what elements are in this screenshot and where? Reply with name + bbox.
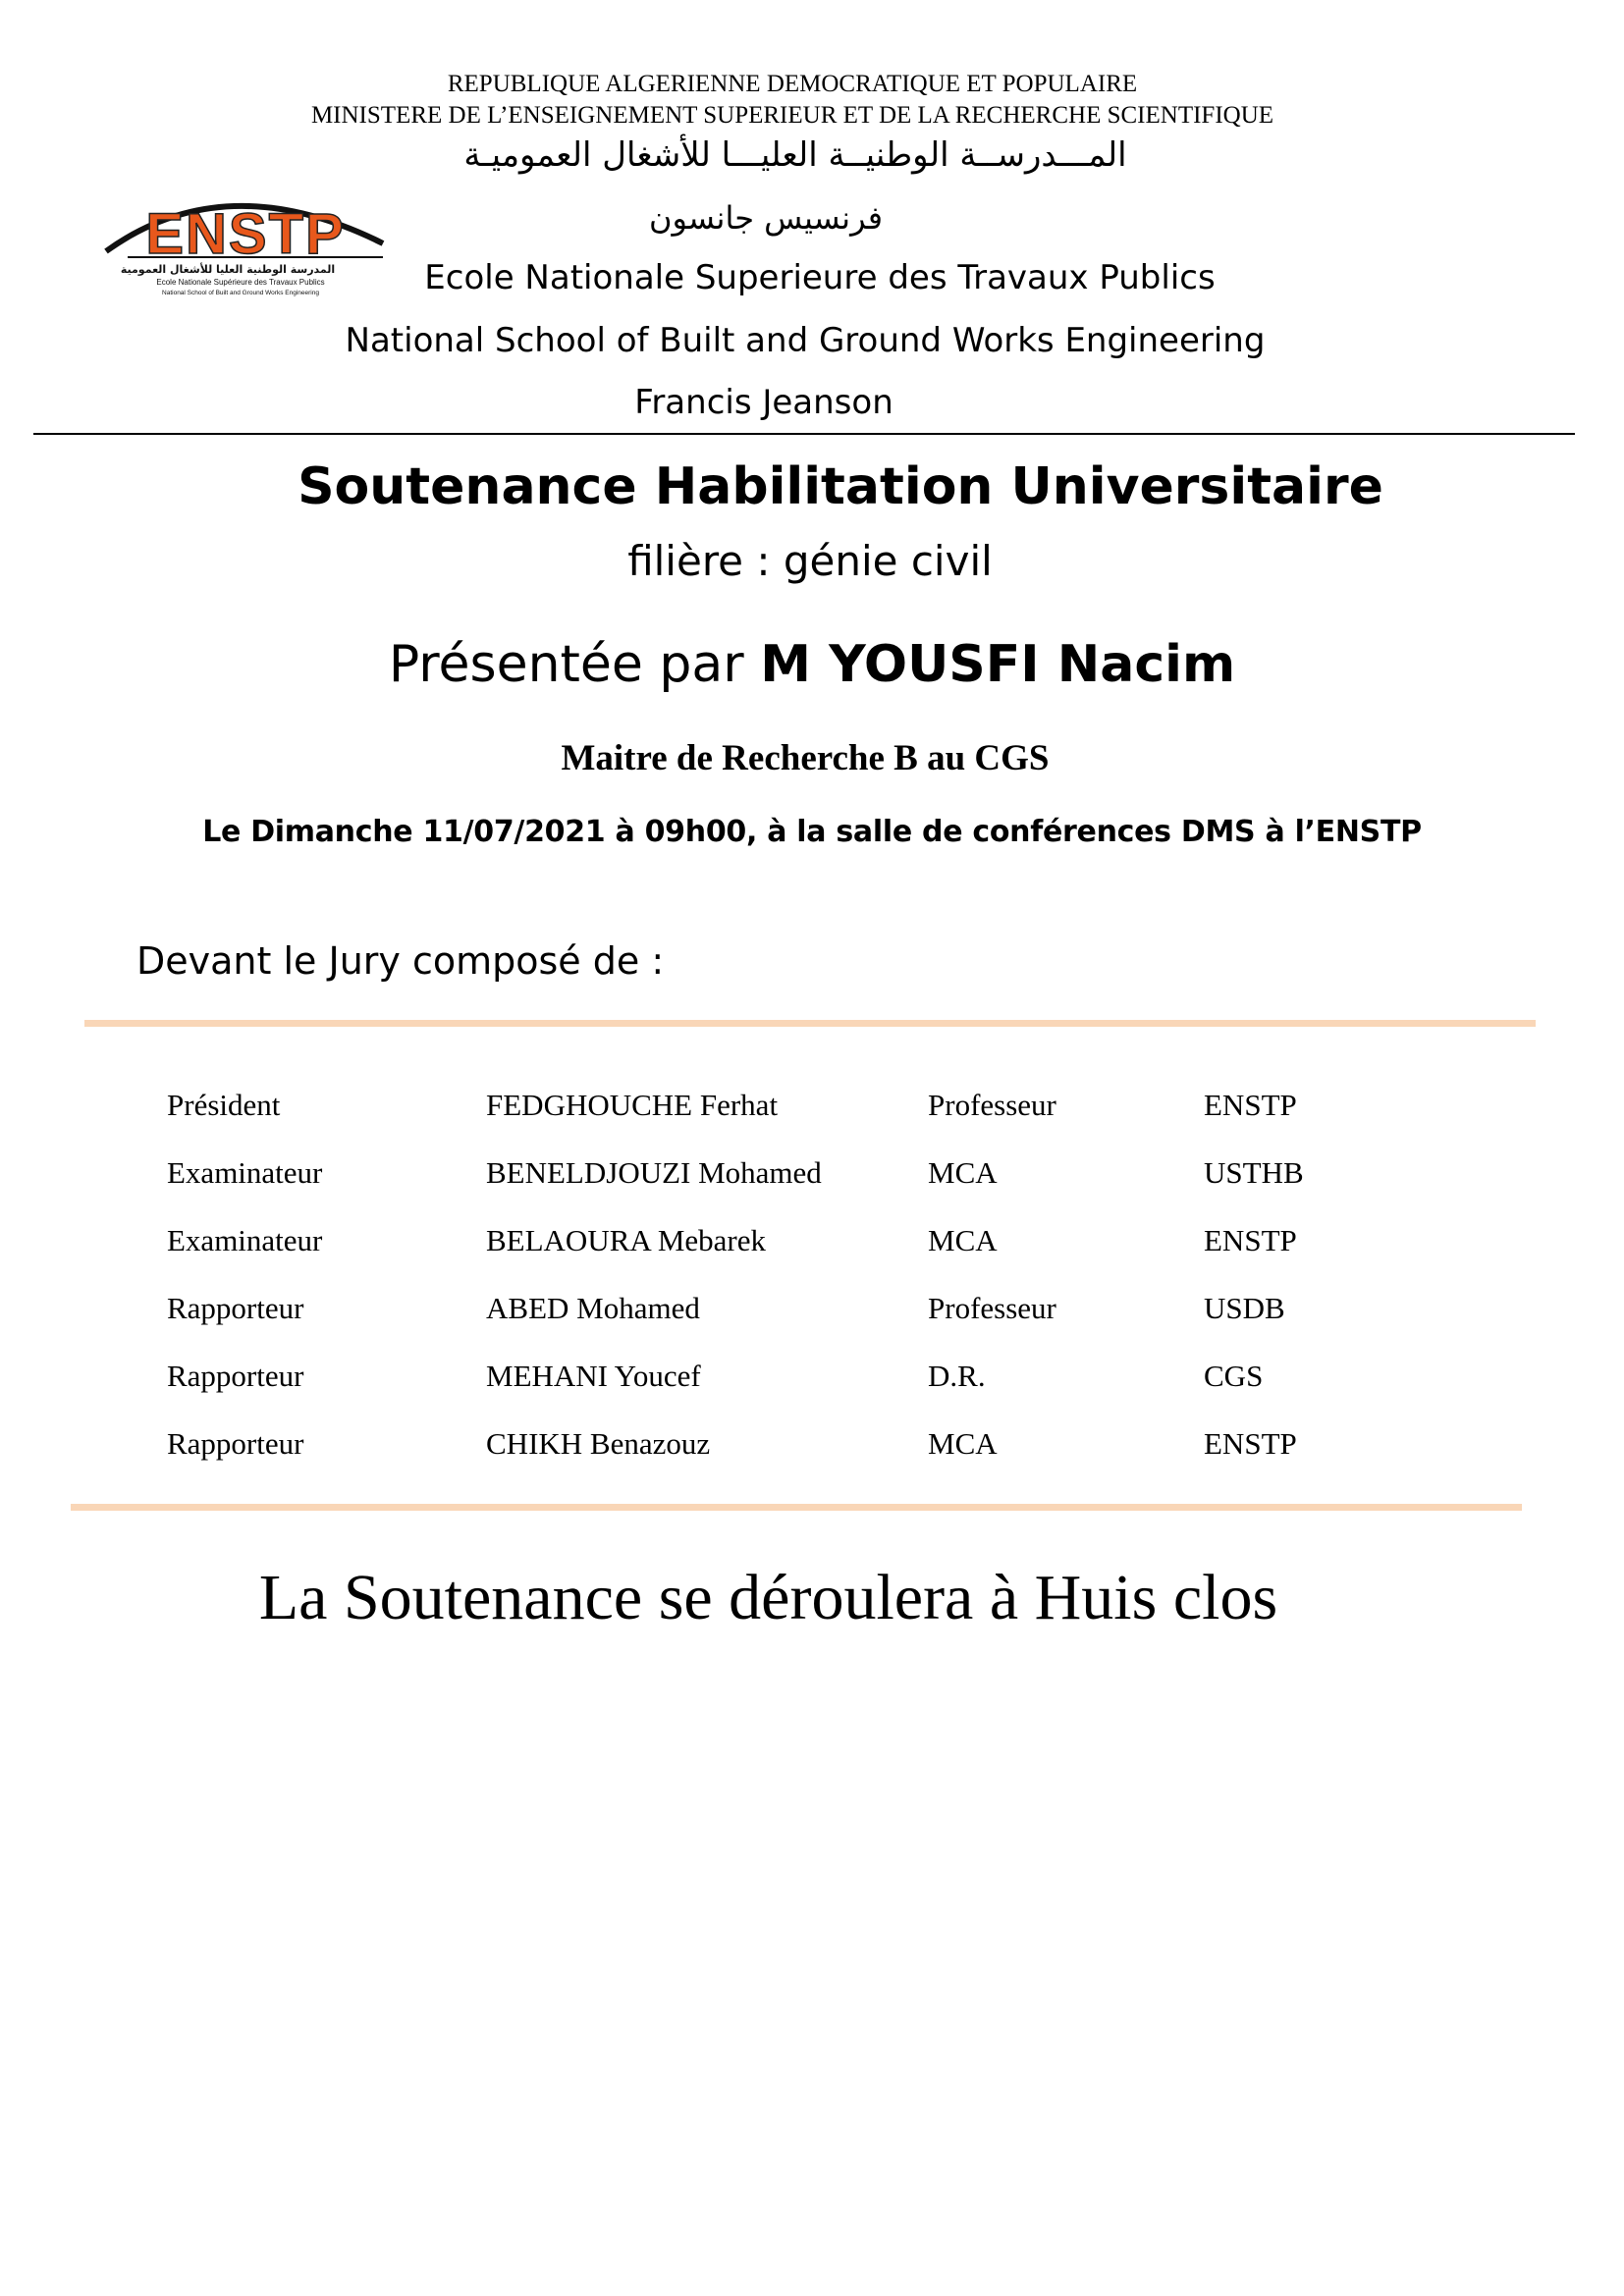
- header-arabic-school: المـــدرســة الوطنيــة العليـــا للأشغال العموميـة: [463, 135, 1127, 175]
- jury-bottom-rule: [71, 1504, 1522, 1511]
- header-school-en: National School of Built and Ground Works Engineering: [345, 321, 1266, 360]
- header-divider: [33, 433, 1575, 435]
- jury-institution: ENSTP: [1204, 1426, 1297, 1461]
- logo-acronym: ENSTP: [145, 202, 346, 266]
- jury-top-rule: [84, 1020, 1536, 1027]
- jury-grade: Professeur: [928, 1291, 1056, 1325]
- jury-grade: MCA: [928, 1223, 998, 1257]
- logo-fr-caption: Ecole Nationale Supérieure des Travaux Publics: [156, 278, 325, 287]
- jury-institution: CGS: [1204, 1359, 1264, 1393]
- table-row: [0, 1426, 1624, 1466]
- jury-name: ABED Mohamed: [486, 1291, 700, 1325]
- jury-institution: USTHB: [1204, 1155, 1304, 1190]
- jury-institution: ENSTP: [1204, 1088, 1297, 1122]
- announcement-rank: Maitre de Recherche B au CGS: [561, 738, 1050, 778]
- jury-role: Examinateur: [167, 1223, 323, 1257]
- header-ministere: MINISTERE DE L’ENSEIGNEMENT SUPERIEUR ET DE LA RECHERCHE SCIENTIFIQUE: [310, 102, 1274, 129]
- jury-grade: Professeur: [928, 1088, 1056, 1122]
- jury-institution: USDB: [1204, 1291, 1285, 1325]
- header-school-fr: Ecole Nationale Superieure des Travaux Publics: [424, 258, 1216, 297]
- jury-name: BENELDJOUZI Mohamed: [486, 1155, 822, 1190]
- jury-grade: MCA: [928, 1155, 998, 1190]
- announcement-filiere: filière : génie civil: [627, 537, 993, 585]
- jury-name: CHIKH Benazouz: [486, 1426, 711, 1461]
- announcement-presented-by: [0, 635, 1624, 694]
- jury-role: Rapporteur: [167, 1359, 304, 1393]
- table-row: [0, 1359, 1624, 1398]
- announcement-title: Soutenance Habilitation Universitaire: [298, 457, 1383, 516]
- jury-role: Rapporteur: [167, 1291, 304, 1325]
- presenter-name: M YOUSFI Nacim: [760, 635, 1236, 694]
- jury-role: Président: [167, 1088, 281, 1122]
- logo-arabic-caption: المدرسة الوطنية العليا للأشغال العمومية: [120, 263, 336, 276]
- table-row: [0, 1155, 1624, 1195]
- header-republique: REPUBLIQUE ALGERIENNE DEMOCRATIQUE ET POPULAIRE: [447, 71, 1138, 97]
- table-row: [0, 1088, 1624, 1127]
- jury-name: BELAOURA Mebarek: [486, 1223, 766, 1257]
- jury-intro: Devant le Jury composé de :: [136, 939, 665, 983]
- jury-institution: ENSTP: [1204, 1223, 1297, 1257]
- jury-role: Rapporteur: [167, 1426, 304, 1461]
- header-francis: Francis Jeanson: [634, 383, 893, 422]
- presented-prefix: Présentée par: [388, 635, 761, 694]
- table-row: [0, 1291, 1624, 1330]
- header-arabic-name: فرنسيس جانسون: [648, 199, 884, 237]
- logo-en-caption: National School of Built and Ground Works Engineering: [162, 290, 319, 296]
- jury-role: Examinateur: [167, 1155, 323, 1190]
- jury-grade: D.R.: [928, 1359, 986, 1393]
- announcement-datetime: Le Dimanche 11/07/2021 à 09h00, à la salle de conférences DMS à l’ENSTP: [202, 815, 1422, 849]
- jury-name: FEDGHOUCHE Ferhat: [486, 1088, 779, 1122]
- table-row: [0, 1223, 1624, 1262]
- enstp-logo: [88, 175, 393, 302]
- jury-grade: MCA: [928, 1426, 998, 1461]
- closing-statement: La Soutenance se déroulera à Huis clos: [258, 1562, 1278, 1633]
- jury-name: MEHANI Youcef: [486, 1359, 701, 1393]
